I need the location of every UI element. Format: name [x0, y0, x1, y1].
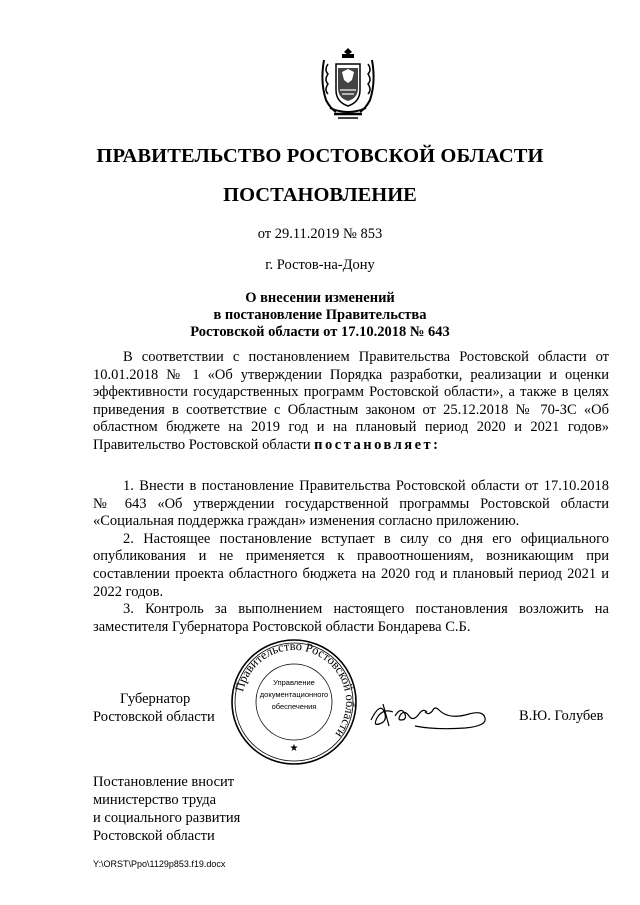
- city: г. Ростов-на-Дону: [265, 257, 375, 273]
- signer-name: В.Ю. Голубев: [519, 708, 604, 724]
- subject-line: Ростовской области от 17.10.2018 № 643: [190, 324, 450, 340]
- preamble: [93, 349, 609, 455]
- org-title: ПРАВИТЕЛЬСТВО РОСТОВСКОЙ ОБЛАСТИ: [96, 145, 544, 167]
- resolution-item: 3. Контроль за выполнением настоящего постановления возложить на заместителя Губернатора Ростовской области Бондарева С.Б.: [93, 601, 609, 635]
- introduced-line: Постановление вносит: [93, 774, 235, 790]
- preamble-text: В соответствии с постановлением Правительства Ростовской области от 10.01.2018 № 1 «Об утверждении Порядка разработки, реализации и оценки эффективности государственных программ Ростовской области», а также в целях приведения в соответствие с Областным законом от 25.12.2018 № 70-ЗС «Об областном бюджете на 2019 год и на плановый период 2020 и 2021 годов» Правительство Ростовской области: [93, 349, 609, 453]
- seal-ring-text: Правительство Ростовской области: [232, 638, 358, 741]
- introduced-line: министерство труда: [93, 792, 217, 808]
- seal-center-line: Управление: [273, 678, 315, 687]
- resolution-items: [93, 478, 609, 636]
- introduced-by: [93, 773, 240, 845]
- decree-word: постановляет:: [314, 436, 441, 453]
- resolution-item: 1. Внести в постановление Правительства Ростовской области от 17.10.2018 № 643 «Об утверждении государственной программы Ростовской области «Социальная поддержка граждан» изменения согласно приложению.: [93, 478, 609, 530]
- seal-center-line: обеспечения: [271, 702, 317, 711]
- seal-star-icon: ★: [289, 743, 299, 754]
- introduced-line: Ростовской области: [93, 828, 215, 844]
- official-seal: [229, 637, 359, 767]
- coat-of-arms-icon: [316, 42, 380, 122]
- doc-type-title: ПОСТАНОВЛЕНИЕ: [223, 184, 417, 206]
- file-path: Y:\ORST\Ppo\1129p853.f19.docx: [93, 859, 226, 869]
- position-line: Ростовской области: [93, 709, 215, 725]
- date-number: от 29.11.2019 № 853: [257, 226, 383, 242]
- subject-line: О внесении изменений: [245, 290, 395, 306]
- position-line: Губернатор: [120, 691, 191, 707]
- handwritten-signature: [365, 690, 495, 735]
- seal-center-line: документационного: [259, 690, 329, 699]
- subject: [0, 290, 640, 341]
- resolution-item: 2. Настоящее постановление вступает в силу со дня его официального опубликования и не применяется к правоотношениям, возникающим при составлении проекта областного бюджета на 2020 год и плановый период 2021 и 2022 годов.: [93, 530, 609, 600]
- subject-line: в постановление Правительства: [213, 307, 427, 323]
- introduced-line: и социального развития: [93, 810, 241, 826]
- signatory-position: [93, 690, 215, 726]
